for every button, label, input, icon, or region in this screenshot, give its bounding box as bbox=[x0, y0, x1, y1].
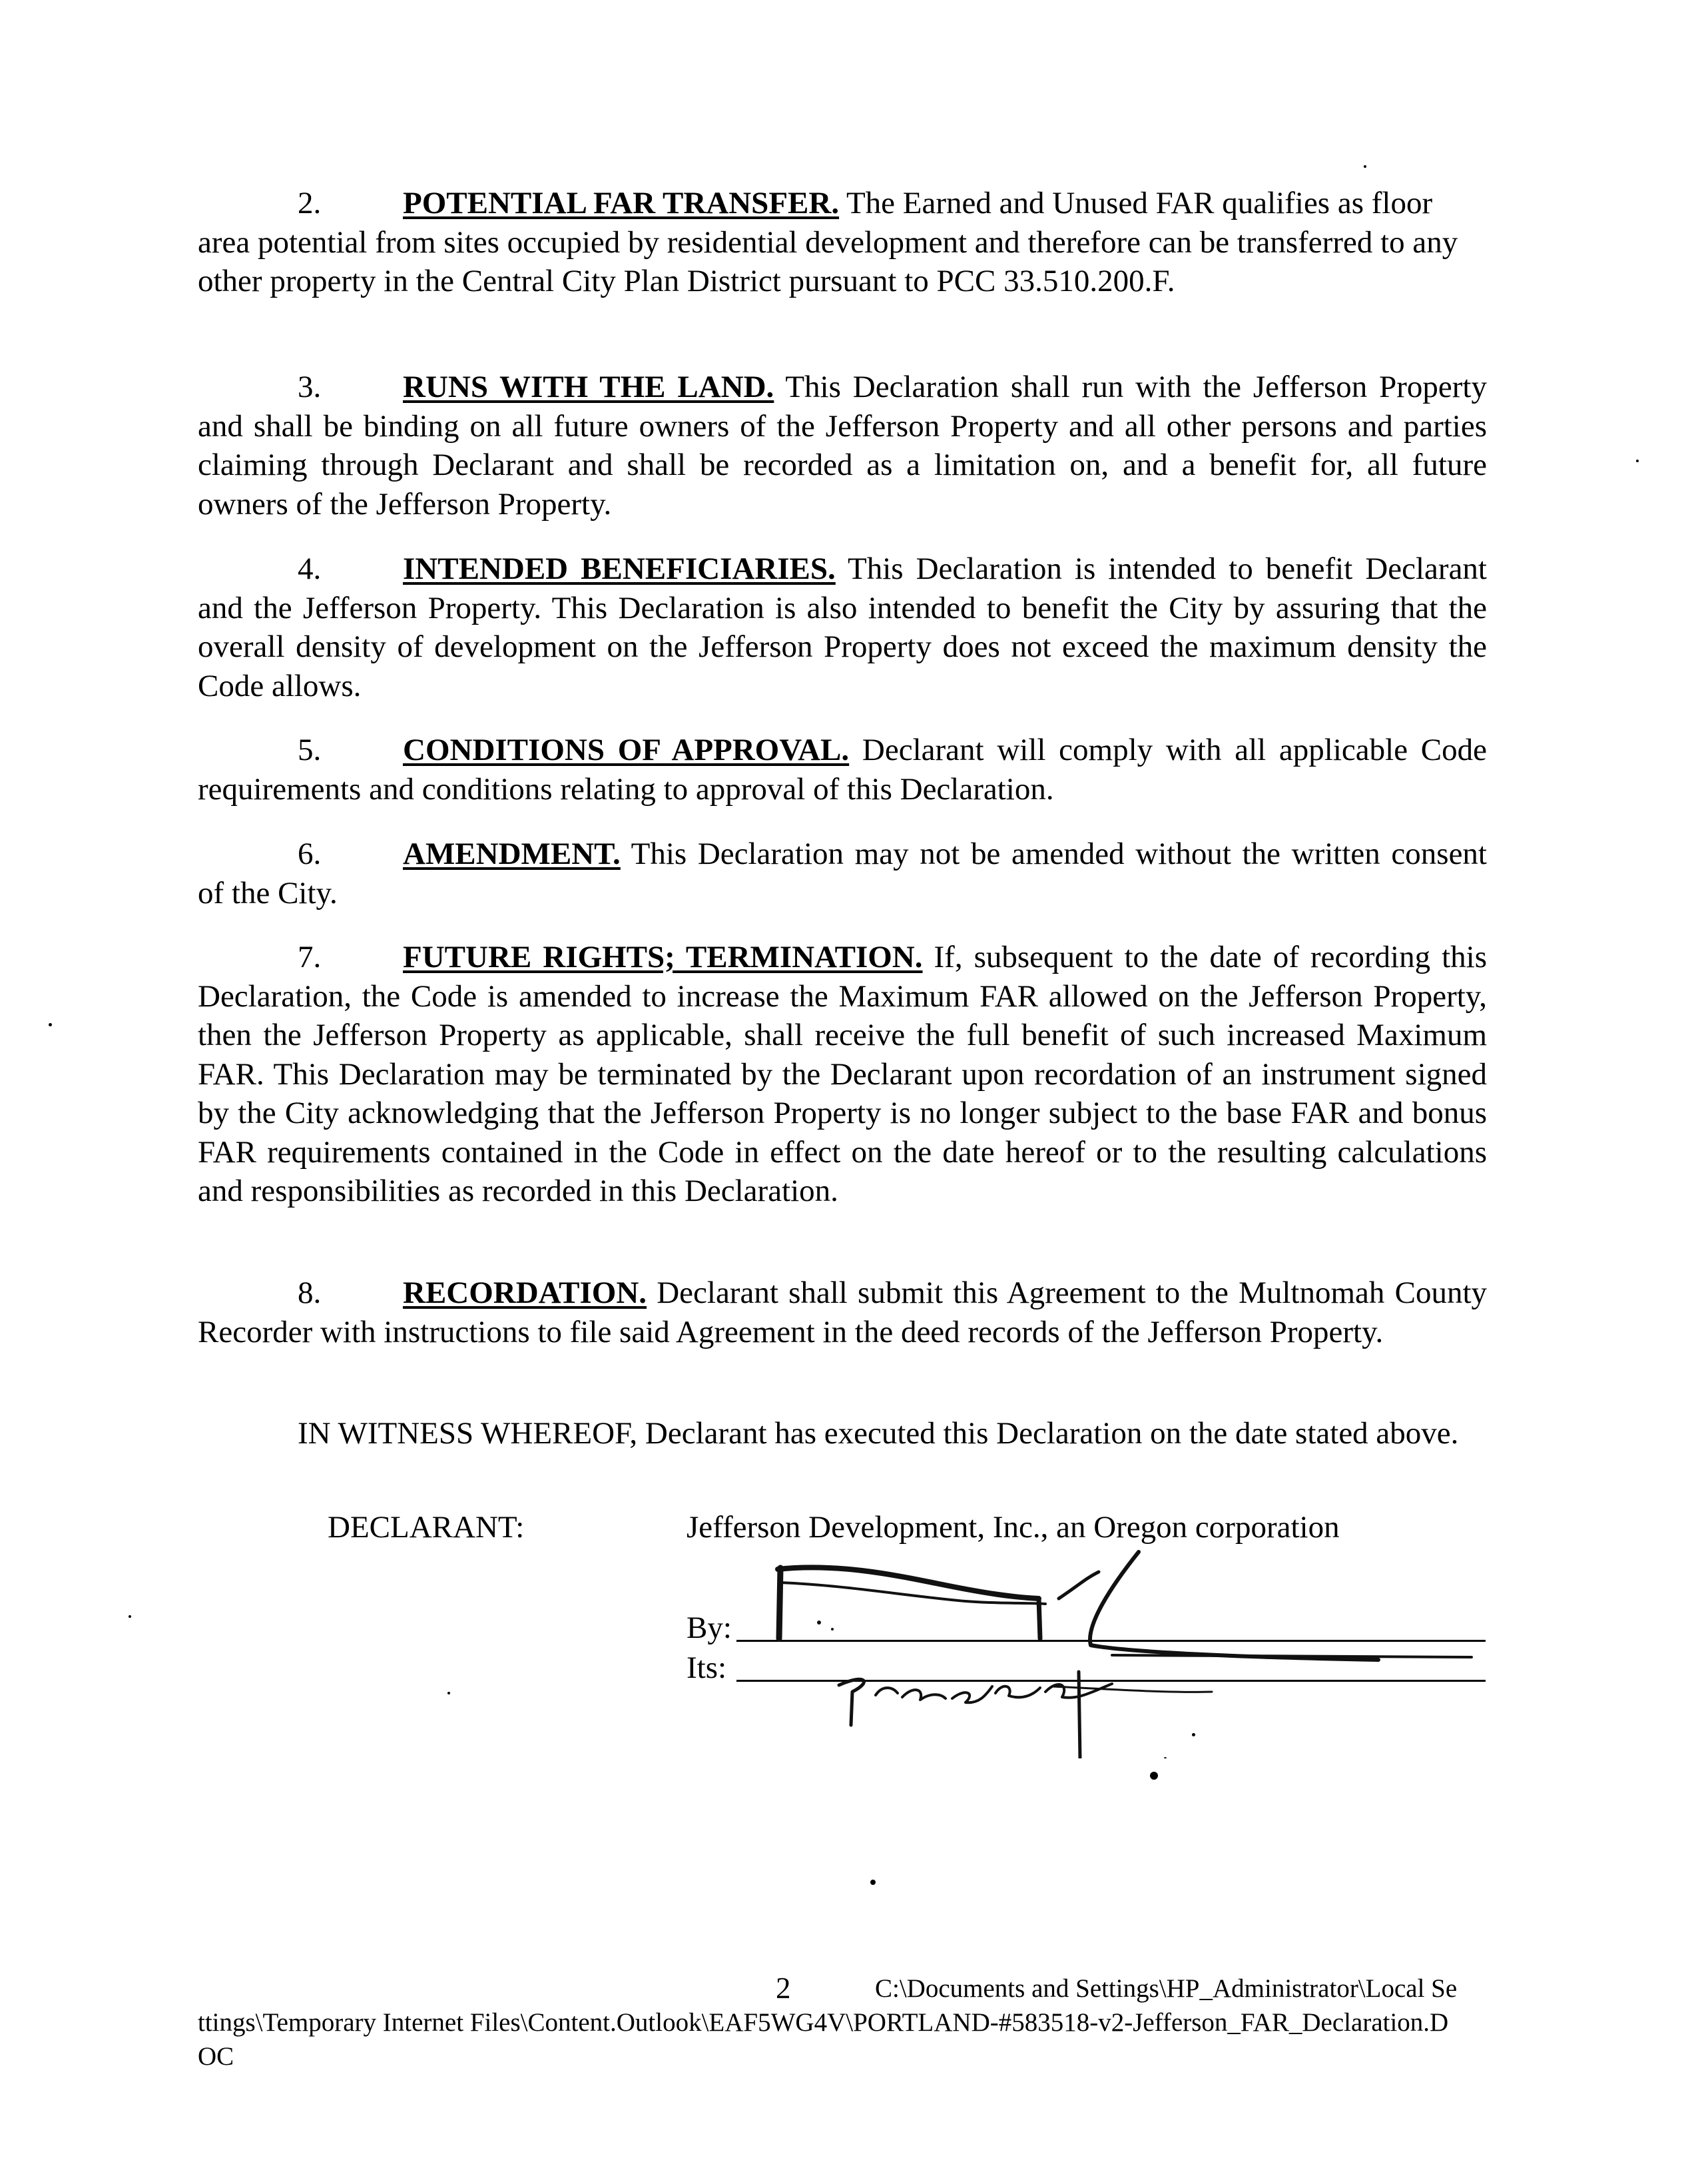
witness-text: IN WITNESS WHEREOF, Declarant has executed this Declaration on the date stated above. bbox=[298, 1416, 1459, 1451]
by-label: By: bbox=[687, 1611, 732, 1645]
scan-speck bbox=[870, 1880, 876, 1885]
section-number: 6. bbox=[298, 837, 322, 871]
declarant-label: DECLARANT: bbox=[328, 1510, 525, 1545]
section-intended-beneficiaries bbox=[198, 549, 1487, 705]
section-recordation bbox=[198, 1274, 1487, 1351]
section-conditions-of-approval bbox=[198, 731, 1487, 809]
scan-speck bbox=[129, 1615, 131, 1618]
section-text: The Earned and Unused FAR qualifies as floor area potential from sites occupied by residential development and therefore can be transferred to any other property in the Central City Plan District pursuant to PCC 33.510.200.F. bbox=[198, 186, 1458, 298]
section-number: 7. bbox=[298, 940, 322, 974]
file-path-footer: C:\Documents and Settings\HP_Administrator\Local Settings\Temporary Internet Files\Content.Outlook\EAF5WG4V\PORTLAND-#583518-v2-Jefferson_FAR_Declaration.DOC bbox=[198, 1974, 1458, 2071]
section-amendment bbox=[198, 835, 1487, 912]
scan-speck bbox=[1150, 1772, 1158, 1780]
its-label: Its: bbox=[687, 1650, 727, 1685]
section-number: 4. bbox=[298, 551, 322, 586]
section-heading: AMENDMENT. bbox=[403, 837, 621, 871]
scan-speck bbox=[1364, 165, 1366, 168]
section-text: Declarant shall submit this Agreement to the Multnomah County Recorder with instructions to file said Agreement in the deed records of the Jefferson Property. bbox=[198, 1275, 1487, 1349]
section-number: 8. bbox=[298, 1275, 322, 1310]
witness-clause bbox=[198, 1414, 1487, 1453]
section-text: Declarant will comply with all applicable Code requirements and conditions relating to approval of this Declaration. bbox=[198, 733, 1488, 807]
section-future-rights-termination bbox=[198, 938, 1487, 1211]
section-text: This Declaration is intended to benefit Declarant and the Jefferson Property. This Declaration is also intended to benefit the City by assuring that the overall density of development on the Jefferson Property does not exceed the maximum density the Code allows. bbox=[198, 551, 1487, 703]
section-number: 2. bbox=[298, 186, 322, 220]
section-runs-with-the-land bbox=[198, 368, 1487, 524]
section-text: This Declaration shall run with the Jefferson Property and shall be binding on all future owners of the Jefferson Property and all other persons and parties claiming through Declarant and shall be recorded as a limitation on, and a benefit for, all future owners of the Jefferson Property. bbox=[198, 370, 1487, 522]
section-number: 3. bbox=[298, 370, 322, 404]
section-heading: FUTURE RIGHTS; TERMINATION. bbox=[403, 940, 923, 974]
section-heading: POTENTIAL FAR TRANSFER. bbox=[403, 186, 840, 220]
section-potential-far-transfer bbox=[198, 184, 1487, 301]
declarant-entity: Jefferson Development, Inc., an Oregon corporation bbox=[687, 1510, 1340, 1545]
section-text: If, subsequent to the date of recording this Declaration, the Code is amended to increase the Maximum FAR allowed on the Jefferson Property, then the Jefferson Property as applicable, shall receive the full benefit of such increased Maximum FAR. This Declaration may be terminated by the Declarant upon recordation of an instrument signed by the City acknowledging that the Jefferson Property is no longer subject to the base FAR and bonus FAR requirements contained in the Code in effect on the date hereof or to the resulting calculations and responsibilities as recorded in this Declaration. bbox=[198, 940, 1487, 1208]
section-heading: RECORDATION. bbox=[403, 1275, 647, 1310]
section-heading: INTENDED BENEFICIARIES. bbox=[403, 551, 836, 586]
section-heading: RUNS WITH THE LAND. bbox=[403, 370, 774, 404]
page-number: 2 bbox=[776, 1972, 791, 2005]
section-text: This Declaration may not be amended without the written consent of the City. bbox=[198, 837, 1487, 910]
handwritten-signature bbox=[766, 1545, 1512, 1758]
scan-speck bbox=[1636, 460, 1639, 462]
scan-speck bbox=[49, 1023, 52, 1026]
scan-speck bbox=[447, 1692, 450, 1694]
section-heading: CONDITIONS OF APPROVAL. bbox=[403, 733, 850, 767]
scan-speck bbox=[1192, 1733, 1195, 1736]
section-number: 5. bbox=[298, 733, 322, 767]
